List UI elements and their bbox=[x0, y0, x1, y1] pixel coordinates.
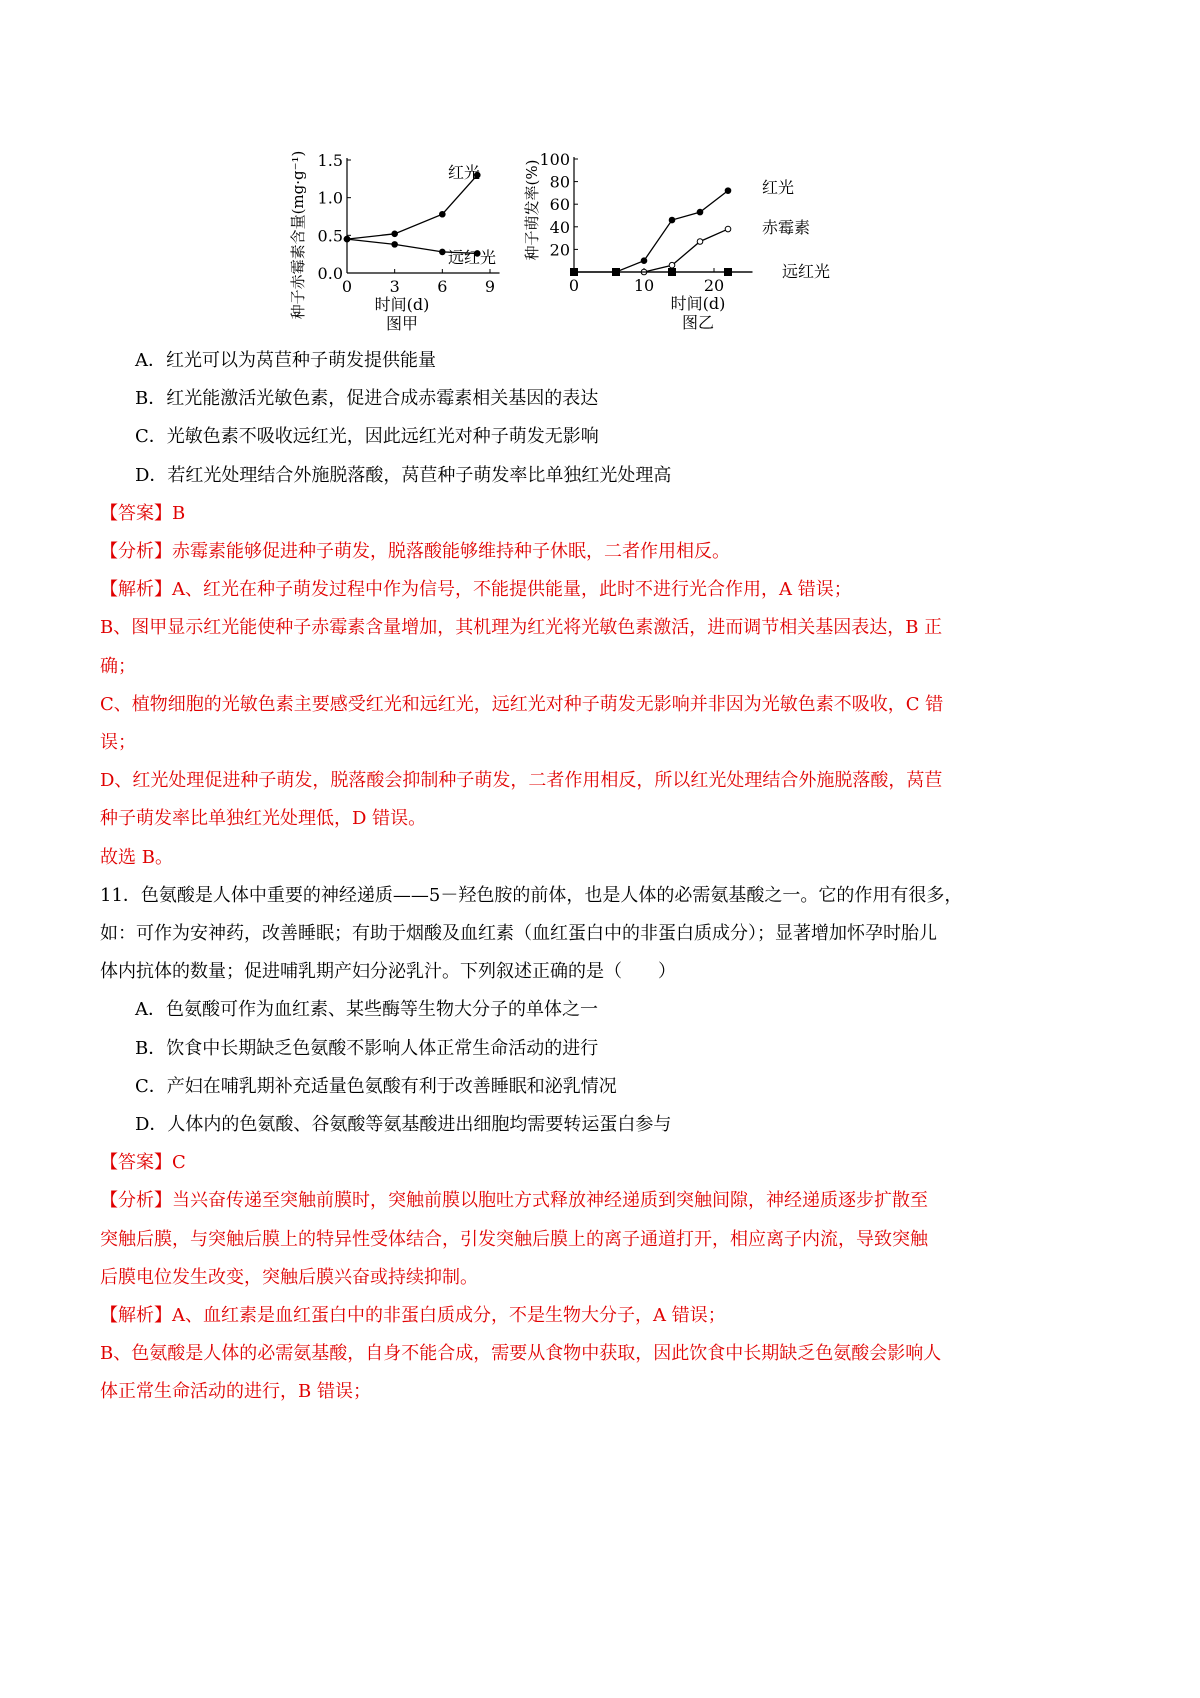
text-line: 体正常生命活动的进行，B 错误； bbox=[100, 1381, 371, 1403]
data-point bbox=[697, 239, 703, 245]
x-tick-label: 6 bbox=[437, 277, 448, 296]
text-line: 故选 B。 bbox=[100, 846, 173, 868]
y-tick-label: 0.0 bbox=[317, 264, 343, 283]
text-line: 确； bbox=[100, 655, 136, 677]
data-point bbox=[440, 249, 446, 255]
x-tick-label: 3 bbox=[389, 277, 400, 296]
data-point bbox=[668, 268, 676, 276]
data-point bbox=[725, 226, 731, 232]
text-line: A．色氨酸可作为血红素、某些酶等生物大分子的单体之一 bbox=[135, 999, 598, 1021]
data-point bbox=[669, 262, 675, 268]
data-point bbox=[440, 211, 446, 217]
x-tick-label: 0 bbox=[568, 276, 580, 295]
data-point bbox=[344, 236, 350, 242]
x-tick-label: 9 bbox=[484, 277, 496, 296]
text-line: D．人体内的色氨酸、谷氨酸等氨基酸进出细胞均需要转运蛋白参与 bbox=[135, 1114, 672, 1135]
text-line: D．若红光处理结合外施脱落酸，莴苣种子萌发率比单独红光处理高 bbox=[135, 464, 672, 486]
y-tick-label: 20 bbox=[549, 240, 570, 260]
text-line: 【解析】A、血红素是血红蛋白中的非蛋白质成分，不是生物大分子，A 错误； bbox=[100, 1305, 726, 1326]
y-tick-label: 0.5 bbox=[317, 226, 343, 246]
text-line: C、植物细胞的光敏色素主要感受红光和远红光，远红光对种子萌发无影响并非因为光敏色素不吸收，C 错 bbox=[100, 693, 944, 715]
y-tick-label: 100 bbox=[539, 150, 570, 169]
legend-label: 远红光 bbox=[448, 248, 497, 267]
figure-charts bbox=[0, 0, 1200, 340]
data-point bbox=[669, 217, 675, 223]
data-point bbox=[570, 268, 578, 276]
text-line: 【分析】当兴奋传递至突触前膜时，突触前膜以胞吐方式释放神经递质到突触间隙，神经递质逐步扩散至 bbox=[100, 1190, 928, 1212]
data-point bbox=[725, 188, 731, 194]
series-line bbox=[644, 229, 728, 272]
x-axis-label: 时间(d) bbox=[374, 295, 430, 314]
data-point bbox=[392, 231, 398, 237]
chart-title: 图甲 bbox=[385, 314, 419, 333]
data-point bbox=[641, 258, 647, 264]
x-tick-label: 0 bbox=[341, 277, 353, 296]
y-axis-label: 种子赤霉素含量(mg·g⁻¹) bbox=[289, 150, 307, 320]
y-tick-label: 80 bbox=[549, 172, 570, 192]
text-line: 【答案】C bbox=[100, 1152, 186, 1174]
y-tick-label: 40 bbox=[549, 217, 570, 237]
text-line: 体内抗体的数量；促进哺乳期产妇分泌乳汁。下列叙述正确的是（ ） bbox=[100, 961, 676, 983]
text-line: B、图甲显示红光能使种子赤霉素含量增加，其机理为红光将光敏色素激活，进而调节相关基因表达，B 正 bbox=[100, 617, 943, 639]
y-axis-label: 种子萌发率(%) bbox=[523, 159, 541, 261]
text-line: D、红光处理促进种子萌发，脱落酸会抑制种子萌发，二者作用相反，所以红光处理结合外施脱落酸，莴苣 bbox=[100, 770, 943, 792]
text-line: B、色氨酸是人体的必需氨基酸，自身不能合成，需要从食物中获取，因此饮食中长期缺乏色氨酸会影响人 bbox=[100, 1343, 942, 1365]
text-line: C．光敏色素不吸收远红光，因此远红光对种子萌发无影响 bbox=[135, 426, 599, 448]
text-line: 【答案】B bbox=[100, 502, 186, 524]
legend-label: 赤霉素 bbox=[762, 218, 811, 237]
y-tick-label: 60 bbox=[549, 195, 570, 215]
y-tick-label: 1.0 bbox=[317, 188, 343, 208]
legend-label: 红光 bbox=[448, 163, 481, 182]
text-line: B．饮食中长期缺乏色氨酸不影响人体正常生命活动的进行 bbox=[135, 1037, 599, 1059]
text-line: B．红光能激活光敏色素，促进合成赤霉素相关基因的表达 bbox=[135, 388, 599, 410]
text-line: 突触后膜，与突触后膜上的特异性受体结合，引发突触后膜上的离子通道打开，相应离子内流，导致突触 bbox=[100, 1228, 928, 1250]
text-line: 11．色氨酸是人体中重要的神经递质——5－羟色胺的前体，也是人体的必需氨基酸之一。它的作用有很多， bbox=[100, 884, 963, 906]
text-line: 【解析】A、红光在种子萌发过程中作为信号，不能提供能量，此时不进行光合作用，A 错误； bbox=[100, 579, 852, 601]
x-tick-label: 20 bbox=[703, 276, 725, 295]
text-line: 【分析】赤霉素能够促进种子萌发，脱落酸能够维持种子休眠，二者作用相反。 bbox=[100, 541, 730, 562]
text-line: 误； bbox=[100, 732, 136, 753]
chart-title: 图乙 bbox=[681, 313, 715, 332]
text-line: 种子萌发率比单独红光处理低，D 错误。 bbox=[100, 808, 427, 830]
legend-label: 红光 bbox=[762, 178, 795, 197]
data-point bbox=[612, 268, 620, 276]
x-tick-label: 10 bbox=[633, 276, 655, 295]
series-line bbox=[574, 191, 728, 272]
x-axis-label: 时间(d) bbox=[670, 294, 726, 313]
data-point bbox=[392, 242, 398, 248]
text-line: 如：可作为安神药，改善睡眠；有助于烟酸及血红素（血红蛋白中的非蛋白质成分）；显著增加怀孕时胎儿 bbox=[100, 923, 937, 944]
text-line: 后膜电位发生改变，突触后膜兴奋或持续抑制。 bbox=[100, 1266, 478, 1288]
legend-label: 远红光 bbox=[782, 262, 831, 281]
text-line: C．产妇在哺乳期补充适量色氨酸有利于改善睡眠和泌乳情况 bbox=[135, 1075, 617, 1097]
data-point bbox=[724, 268, 732, 276]
data-point bbox=[697, 209, 703, 215]
series-line bbox=[347, 175, 477, 239]
y-tick-label: 1.5 bbox=[317, 151, 343, 170]
text-line: A．红光可以为莴苣种子萌发提供能量 bbox=[135, 350, 436, 371]
